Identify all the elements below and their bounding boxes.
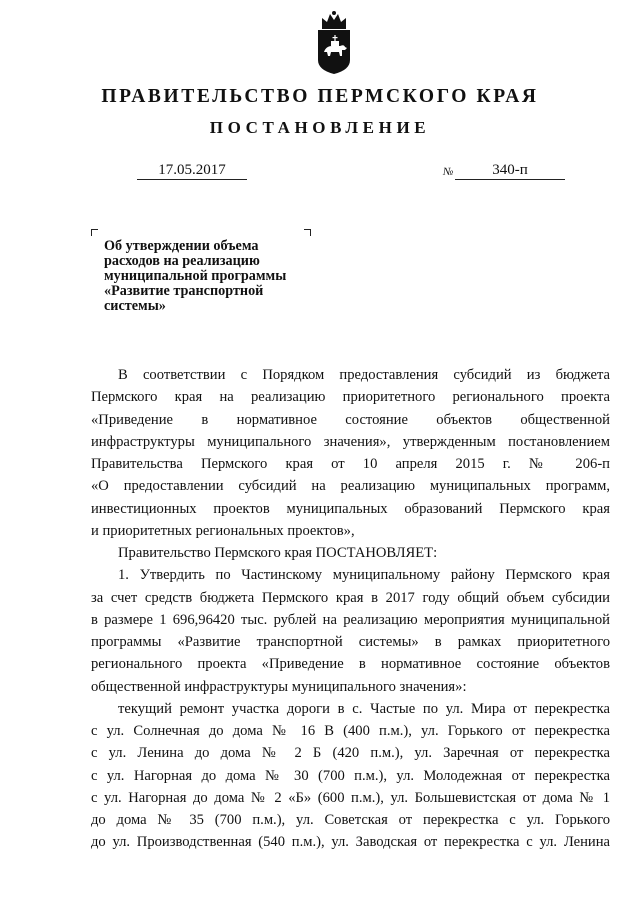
body-text-line: текущий ремонт участка дороги в с. Частые по ул. Мира от перекрестка <box>118 700 610 717</box>
government-title: ПРАВИТЕЛЬСТВО ПЕРМСКОГО КРАЯ <box>101 86 539 107</box>
body-text-line: программы «Развитие транспортной системы» в рамках приоритетного <box>91 634 610 650</box>
body-text-line: Пермского края на реализацию приоритетного регионального проекта <box>91 389 610 406</box>
body-text-line: Правительства Пермского края от 10 апреля 2015 г. № 206-п <box>91 456 610 472</box>
subject-line: расходов на реализацию <box>104 253 260 269</box>
body-text-line: В соответствии с Порядком предоставления субсидий из бюджета <box>118 367 610 383</box>
body-text-line: Правительство Пермского края ПОСТАНОВЛЯЕТ: <box>118 545 438 561</box>
body-text-line: 1. Утвердить по Частинскому муниципальному району Пермского края <box>118 567 610 584</box>
number-sign: № <box>443 166 454 178</box>
body-text-line: за счет средств бюджета Пермского края в 2017 году общий объем субсидии <box>91 589 610 606</box>
document-number: 340-п <box>455 162 565 180</box>
body-text-line: инфраструктуры муниципального значения», утвержденным постановлением <box>91 433 610 450</box>
document-type-title: ПОСТАНОВЛЕНИЕ <box>209 118 431 137</box>
subject-line: системы» <box>104 298 166 314</box>
body-text-line: с ул. Нагорная до дома № 2 «Б» (600 п.м.), ул. Большевистская от дома № 1 <box>91 789 610 806</box>
subject-line: муниципальной программы <box>104 268 287 284</box>
document-date: 17.05.2017 <box>137 162 247 180</box>
body-text-line: общественной инфраструктуры муниципального значения»: <box>91 678 467 695</box>
body-text-line: в размере 1 696,96420 тыс. рублей на реализацию мероприятия муниципальной <box>91 611 610 628</box>
body-text-line: регионального проекта «Приведение в нормативное состояние объектов <box>91 656 610 673</box>
body-text-line: «О предоставлении субсидий на реализацию муниципальных программ, <box>91 478 610 495</box>
body-text-line: с ул. Нагорная до дома № 30 (700 п.м.), ул. Молодежная от перекрестка <box>91 767 610 784</box>
body-text-line: с ул. Солнечная до дома № 16 В (400 п.м.), ул. Горького от перекрестка <box>91 723 610 739</box>
subject-line: «Развитие транспортной <box>104 283 264 299</box>
body-text-line: и приоритетных региональных проектов», <box>91 522 355 539</box>
body-text-line: до дома № 35 (700 п.м.), ул. Советская от перекрестка с ул. Горького <box>91 812 610 828</box>
body-text-line: инвестиционных проектов муниципальных образований Пермского края <box>91 500 610 517</box>
body-text-line: «Приведение в нормативное состояние объектов общественной <box>91 411 610 428</box>
perm-coat-of-arms-emblem <box>314 8 354 76</box>
subject-line: Об утверждении объема <box>104 238 259 254</box>
document-subject <box>104 239 324 314</box>
body-text-line: с ул. Ленина до дома № 2 Б (420 п.м.), ул. Заречная от перекрестка <box>91 745 610 762</box>
body-text-line: до ул. Производственная (540 п.м.), ул. Заводская от перекрестка с ул. Ленина <box>91 834 610 851</box>
subject-corner-right-mark <box>304 229 311 236</box>
subject-corner-left-mark <box>91 229 98 236</box>
